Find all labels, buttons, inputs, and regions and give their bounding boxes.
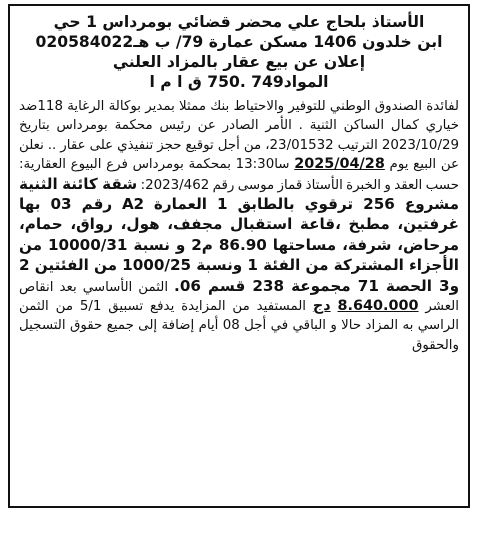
- header-line-4: المواد749 .750 ق ا م ا: [149, 73, 329, 91]
- currency: دج: [312, 298, 331, 315]
- notice-header: [19, 12, 459, 92]
- notice-body: [19, 97, 459, 355]
- paragraph-2: بمحكمة بومرداس فرع البيوع العقارية: حسب العقد و الخبرة الأستاذ قماز موسى رقم 2023/462:: [19, 157, 459, 193]
- property-description: شقة كائنة الثنية مشروع 256 ترقوي بالطابق 1 العمارة A2 رقم 03 بها غرفتين، مطبخ ،قاعة استقبال مجفف، هول، رواق، حمام، مرحاض، شرفة، مساحتها 86.90 م2 و نسبة 10000/31 من الأجزاء المشتركة من الفئة 1 ونسبة 1000/25 من الفئتين 2 و3 الحصة 71 مجموعة 238 قسم 06.: [19, 174, 460, 295]
- legal-notice: [8, 4, 470, 508]
- sale-time: سا13:30: [235, 157, 290, 173]
- header-line-2: ابن خلدون 1406 مسكن عمارة 79/ ب هـ020584022: [35, 33, 443, 51]
- paragraph-1: لفائدة الصندوق الوطني للتوفير والاحتياط بنك ممثلا بمدير بوكالة الرغاية 118ضد خياري كمال الساكن الثنية . الأمر الصادر عن رئيس محكمة بومرداس بتاريخ 2023/10/29 الترتيب 23/01532، من أجل توقيع حجز تنفيذي على عقار .. نعلن عن البيع يوم: [19, 99, 460, 173]
- header-line-1: الأستاذ بلحاج علي محضر قضائي بومرداس 1 حي: [53, 13, 425, 31]
- price-intro: الثمن الأساسي بعد انقاص العشر: [19, 279, 459, 315]
- header-line-3: إعلان عن بيع عقار بالمزاد العلني: [112, 53, 366, 71]
- sale-date: 2025/04/28: [294, 156, 385, 173]
- base-price: 8.640.000: [337, 298, 419, 315]
- paragraph-3: المستفيد من المزايدة يدفع تسبيق 5/1 من الثمن الراسي به المزاد حالا و الباقي في أجل 08 أيام إضافة إلى جميع حقوق التسجيل والحقوق: [19, 299, 459, 353]
